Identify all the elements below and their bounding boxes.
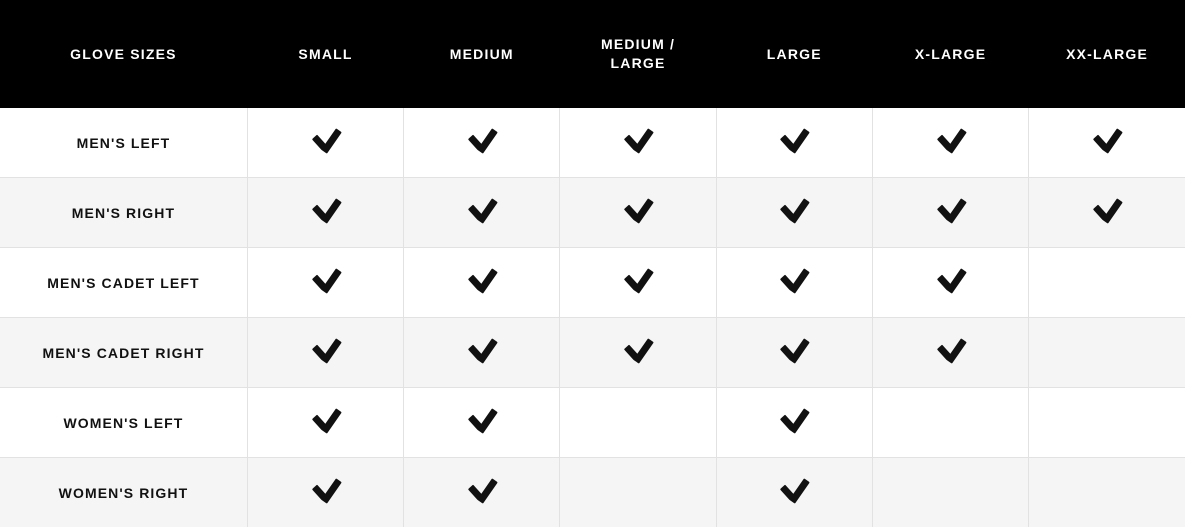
checkmark-icon [779,338,809,362]
empty-cell [1029,388,1185,457]
cell-mens-right-medium [404,178,560,248]
cell-mens-cadet-left-medium-large [560,248,716,318]
row-label-mens-cadet-left: MEN'S CADET LEFT [0,248,247,318]
cell-mens-right-xx-large [1029,178,1185,248]
cell-mens-cadet-right-large [716,318,872,388]
column-header-medium-large [560,0,716,108]
checkmark-icon [779,478,809,502]
cell-mens-right-small [247,178,403,248]
checkmark-icon [779,408,809,432]
cell-mens-right-medium-large [560,178,716,248]
checkmark-icon [311,268,341,292]
table-body [0,108,1185,527]
row-label-womens-right: WOMEN'S RIGHT [0,458,247,527]
cell-mens-left-x-large [872,108,1028,178]
cell-mens-cadet-right-x-large [872,318,1028,388]
checkmark-icon [1092,128,1122,152]
column-header-medium-line1: MEDIUM [449,45,514,62]
checkmark-icon [467,338,497,362]
empty-cell [1029,318,1185,387]
cell-womens-left-small [247,388,403,458]
row-label-mens-cadet-right: MEN'S CADET RIGHT [0,318,247,388]
checkmark-icon [467,268,497,292]
cell-womens-right-x-large [872,458,1028,527]
cell-mens-cadet-right-small [247,318,403,388]
cell-mens-cadet-right-xx-large [1029,318,1185,388]
cell-womens-left-large [716,388,872,458]
table-corner-label: GLOVE SIZES [0,0,247,108]
checkmark-icon [467,128,497,152]
column-header-medium-large-line1: MEDIUM / [600,36,676,53]
empty-cell [1029,248,1185,317]
table-row [0,178,1185,248]
checkmark-icon [936,128,966,152]
cell-mens-cadet-right-medium-large [560,318,716,388]
column-header-medium-large-line2: LARGE [610,55,666,71]
cell-womens-left-medium [404,388,560,458]
column-header-x-large-line1: X-LARGE [914,45,987,62]
row-label-mens-left: MEN'S LEFT [0,108,247,178]
table-row [0,388,1185,458]
column-header-medium [404,0,560,108]
cell-mens-right-x-large [872,178,1028,248]
cell-womens-right-small [247,458,403,527]
column-header-small [247,0,403,108]
cell-mens-cadet-right-medium [404,318,560,388]
table-header [0,0,1185,108]
empty-cell [873,458,1028,527]
cell-womens-left-medium-large [560,388,716,458]
row-label-womens-left: WOMEN'S LEFT [0,388,247,458]
cell-mens-left-medium-large [560,108,716,178]
empty-cell [1029,458,1185,527]
cell-mens-cadet-left-large [716,248,872,318]
cell-womens-left-xx-large [1029,388,1185,458]
checkmark-icon [311,478,341,502]
table-row [0,108,1185,178]
cell-mens-left-medium [404,108,560,178]
checkmark-icon [311,408,341,432]
checkmark-icon [623,128,653,152]
cell-mens-cadet-left-x-large [872,248,1028,318]
checkmark-icon [467,408,497,432]
column-header-large-line1: LARGE [766,45,822,62]
empty-cell [560,388,715,457]
checkmark-icon [467,198,497,222]
checkmark-icon [779,198,809,222]
checkmark-icon [936,338,966,362]
checkmark-icon [311,338,341,362]
cell-womens-left-x-large [872,388,1028,458]
column-header-xx-large-line1: XX-LARGE [1066,45,1149,62]
checkmark-icon [779,128,809,152]
cell-mens-left-large [716,108,872,178]
cell-mens-right-large [716,178,872,248]
checkmark-icon [623,198,653,222]
cell-mens-left-xx-large [1029,108,1185,178]
cell-womens-right-large [716,458,872,527]
column-header-x-large [872,0,1028,108]
checkmark-icon [467,478,497,502]
checkmark-icon [779,268,809,292]
checkmark-icon [623,338,653,362]
checkmark-icon [1092,198,1122,222]
checkmark-icon [311,128,341,152]
empty-cell [873,388,1028,457]
checkmark-icon [936,198,966,222]
checkmark-icon [311,198,341,222]
column-header-xx-large [1029,0,1185,108]
cell-womens-right-xx-large [1029,458,1185,527]
column-header-small-line1: SMALL [298,45,353,62]
checkmark-icon [936,268,966,292]
table-row [0,318,1185,388]
cell-mens-cadet-left-medium [404,248,560,318]
checkmark-icon [623,268,653,292]
table-row [0,458,1185,527]
row-label-mens-right: MEN'S RIGHT [0,178,247,248]
cell-mens-cadet-left-small [247,248,403,318]
cell-mens-left-small [247,108,403,178]
cell-mens-cadet-left-xx-large [1029,248,1185,318]
header-row [0,0,1185,108]
column-header-large [716,0,872,108]
empty-cell [560,458,715,527]
table-row [0,248,1185,318]
cell-womens-right-medium [404,458,560,527]
cell-womens-right-medium-large [560,458,716,527]
